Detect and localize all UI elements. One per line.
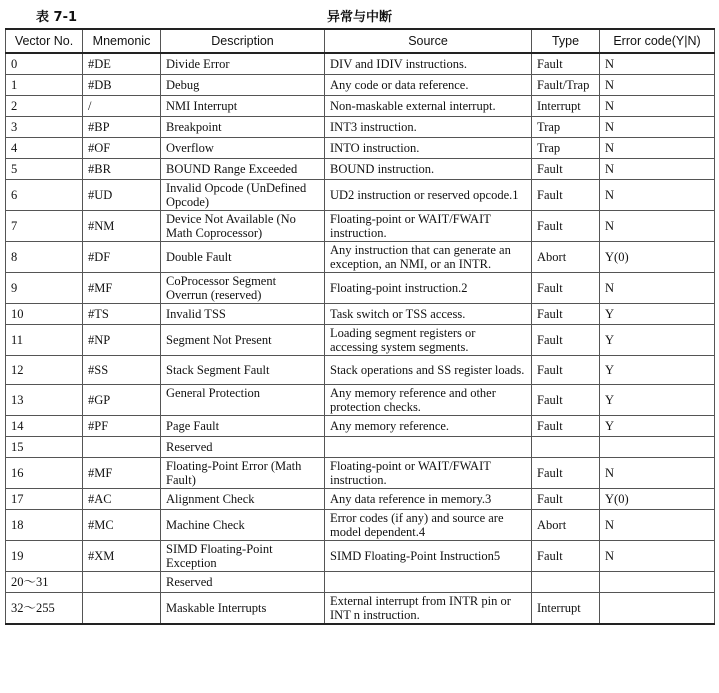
type-cell: Fault xyxy=(532,457,600,488)
mnemonic-cell: #DB xyxy=(83,74,161,95)
mnemonic-cell: #DF xyxy=(83,241,161,272)
col-header-mnemonic: Mnemonic xyxy=(83,29,161,53)
source-cell: BOUND instruction. xyxy=(325,158,532,179)
mnemonic-cell: #NM xyxy=(83,210,161,241)
table-row xyxy=(6,488,715,509)
type-cell: Interrupt xyxy=(532,95,600,116)
source-cell: UD2 instruction or reserved opcode.1 xyxy=(325,179,532,210)
exceptions-table xyxy=(5,28,715,625)
vector-cell: 14 xyxy=(6,415,83,436)
col-header-type: Type xyxy=(532,29,600,53)
error-code-cell xyxy=(600,571,715,592)
table-row xyxy=(6,74,715,95)
mnemonic-cell: #UD xyxy=(83,179,161,210)
type-cell: Fault xyxy=(532,158,600,179)
type-cell: Fault xyxy=(532,540,600,571)
mnemonic-cell: #SS xyxy=(83,355,161,384)
error-code-cell: Y xyxy=(600,355,715,384)
mnemonic-cell: #MF xyxy=(83,457,161,488)
mnemonic-cell: #TS xyxy=(83,303,161,324)
vector-cell: 1 xyxy=(6,74,83,95)
mnemonic-cell: #XM xyxy=(83,540,161,571)
type-cell: Fault xyxy=(532,179,600,210)
type-cell xyxy=(532,436,600,457)
vector-cell: 11 xyxy=(6,324,83,355)
error-code-cell: N xyxy=(600,457,715,488)
type-cell: Fault xyxy=(532,488,600,509)
type-cell: Fault xyxy=(532,272,600,303)
vector-cell: 12 xyxy=(6,355,83,384)
type-cell: Trap xyxy=(532,116,600,137)
description-cell: Reserved xyxy=(161,436,325,457)
vector-cell: 10 xyxy=(6,303,83,324)
type-cell: Fault xyxy=(532,210,600,241)
error-code-cell: N xyxy=(600,210,715,241)
mnemonic-cell: #MC xyxy=(83,509,161,540)
table-row xyxy=(6,592,715,624)
type-cell xyxy=(532,571,600,592)
description-cell: Floating-Point Error (Math Fault) xyxy=(161,457,325,488)
type-cell: Interrupt xyxy=(532,592,600,624)
vector-cell: 13 xyxy=(6,384,83,415)
type-cell: Abort xyxy=(532,241,600,272)
table-row xyxy=(6,210,715,241)
vector-cell: 16 xyxy=(6,457,83,488)
error-code-cell: Y xyxy=(600,324,715,355)
description-cell: Invalid Opcode (UnDefined Opcode) xyxy=(161,179,325,210)
vector-cell: 6 xyxy=(6,179,83,210)
error-code-cell xyxy=(600,592,715,624)
description-cell: NMI Interrupt xyxy=(161,95,325,116)
source-cell: Floating-point or WAIT/FWAIT instruction. xyxy=(325,457,532,488)
header-row xyxy=(6,29,715,53)
description-cell: Double Fault xyxy=(161,241,325,272)
table-row xyxy=(6,241,715,272)
mnemonic-cell: #AC xyxy=(83,488,161,509)
mnemonic-cell: #BP xyxy=(83,116,161,137)
mnemonic-cell: #NP xyxy=(83,324,161,355)
vector-cell: 7 xyxy=(6,210,83,241)
table-row xyxy=(6,415,715,436)
description-cell: Invalid TSS xyxy=(161,303,325,324)
mnemonic-cell: #OF xyxy=(83,137,161,158)
table-row xyxy=(6,137,715,158)
type-cell: Fault xyxy=(532,384,600,415)
mnemonic-cell xyxy=(83,592,161,624)
description-cell: CoProcessor Segment Overrun (reserved) xyxy=(161,272,325,303)
error-code-cell: N xyxy=(600,179,715,210)
source-cell: Stack operations and SS register loads. xyxy=(325,355,532,384)
type-cell: Fault/Trap xyxy=(532,74,600,95)
error-code-cell: N xyxy=(600,540,715,571)
error-code-cell: Y xyxy=(600,415,715,436)
table-row xyxy=(6,457,715,488)
table-row xyxy=(6,272,715,303)
description-cell: Stack Segment Fault xyxy=(161,355,325,384)
description-cell: Device Not Available (No Math Coprocessor) xyxy=(161,210,325,241)
table-row xyxy=(6,158,715,179)
description-cell: Debug xyxy=(161,74,325,95)
vector-cell: 3 xyxy=(6,116,83,137)
description-cell: Machine Check xyxy=(161,509,325,540)
description-cell: SIMD Floating-Point Exception xyxy=(161,540,325,571)
error-code-cell: N xyxy=(600,272,715,303)
vector-cell: 2 xyxy=(6,95,83,116)
vector-cell: 32～255 xyxy=(6,592,83,624)
mnemonic-cell: #PF xyxy=(83,415,161,436)
description-cell: Page Fault xyxy=(161,415,325,436)
source-cell: Any memory reference and other protection checks. xyxy=(325,384,532,415)
vector-cell: 5 xyxy=(6,158,83,179)
table-row xyxy=(6,384,715,415)
source-cell: Any data reference in memory.3 xyxy=(325,488,532,509)
vector-cell: 17 xyxy=(6,488,83,509)
type-cell: Fault xyxy=(532,324,600,355)
error-code-cell: Y xyxy=(600,384,715,415)
source-cell: External interrupt from INTR pin or INT n instruction. xyxy=(325,592,532,624)
mnemonic-cell: #BR xyxy=(83,158,161,179)
error-code-cell: N xyxy=(600,158,715,179)
vector-cell: 15 xyxy=(6,436,83,457)
type-cell: Fault xyxy=(532,53,600,74)
type-cell: Abort xyxy=(532,509,600,540)
source-cell: Floating-point or WAIT/FWAIT instruction. xyxy=(325,210,532,241)
table-row xyxy=(6,324,715,355)
description-cell: Segment Not Present xyxy=(161,324,325,355)
description-cell: Maskable Interrupts xyxy=(161,592,325,624)
table-row xyxy=(6,179,715,210)
source-cell xyxy=(325,571,532,592)
mnemonic-cell xyxy=(83,436,161,457)
mnemonic-cell: / xyxy=(83,95,161,116)
source-cell: Loading segment registers or accessing system segments. xyxy=(325,324,532,355)
vector-cell: 8 xyxy=(6,241,83,272)
error-code-cell: N xyxy=(600,116,715,137)
source-cell: DIV and IDIV instructions. xyxy=(325,53,532,74)
table-row xyxy=(6,571,715,592)
error-code-cell: Y(0) xyxy=(600,241,715,272)
table-row xyxy=(6,509,715,540)
col-header-error-code: Error code(Y|N) xyxy=(600,29,715,53)
description-cell: Alignment Check xyxy=(161,488,325,509)
description-cell: Overflow xyxy=(161,137,325,158)
description-cell: Breakpoint xyxy=(161,116,325,137)
col-header-source: Source xyxy=(325,29,532,53)
mnemonic-cell: #DE xyxy=(83,53,161,74)
col-header-vector: Vector No. xyxy=(6,29,83,53)
table-row xyxy=(6,540,715,571)
vector-cell: 9 xyxy=(6,272,83,303)
mnemonic-cell: #GP xyxy=(83,384,161,415)
vector-cell: 19 xyxy=(6,540,83,571)
source-cell: INTO instruction. xyxy=(325,137,532,158)
error-code-cell: N xyxy=(600,53,715,74)
mnemonic-cell xyxy=(83,571,161,592)
description-cell: Reserved xyxy=(161,571,325,592)
table-number: 表 7-1 xyxy=(36,10,78,25)
error-code-cell: N xyxy=(600,137,715,158)
type-cell: Fault xyxy=(532,355,600,384)
source-cell: Error codes (if any) and source are model dependent.4 xyxy=(325,509,532,540)
source-cell: SIMD Floating-Point Instruction5 xyxy=(325,540,532,571)
type-cell: Trap xyxy=(532,137,600,158)
error-code-cell: Y(0) xyxy=(600,488,715,509)
table-title: 异常与中断 xyxy=(326,10,392,25)
vector-cell: 18 xyxy=(6,509,83,540)
table-row xyxy=(6,355,715,384)
table-row xyxy=(6,303,715,324)
vector-cell: 0 xyxy=(6,53,83,74)
error-code-cell: Y xyxy=(600,303,715,324)
type-cell: Fault xyxy=(532,415,600,436)
source-cell: Non-maskable external interrupt. xyxy=(325,95,532,116)
source-cell: Any memory reference. xyxy=(325,415,532,436)
error-code-cell xyxy=(600,436,715,457)
source-cell: Floating-point instruction.2 xyxy=(325,272,532,303)
table-row xyxy=(6,95,715,116)
description-cell: General Protection xyxy=(161,384,325,415)
table-caption xyxy=(0,2,719,24)
table-row xyxy=(6,116,715,137)
source-cell xyxy=(325,436,532,457)
col-header-description: Description xyxy=(161,29,325,53)
source-cell: Any instruction that can generate an exception, an NMI, or an INTR. xyxy=(325,241,532,272)
mnemonic-cell: #MF xyxy=(83,272,161,303)
error-code-cell: N xyxy=(600,95,715,116)
source-cell: INT3 instruction. xyxy=(325,116,532,137)
type-cell: Fault xyxy=(532,303,600,324)
description-cell: BOUND Range Exceeded xyxy=(161,158,325,179)
error-code-cell: N xyxy=(600,509,715,540)
table-row xyxy=(6,53,715,74)
source-cell: Any code or data reference. xyxy=(325,74,532,95)
source-cell: Task switch or TSS access. xyxy=(325,303,532,324)
vector-cell: 4 xyxy=(6,137,83,158)
table-row xyxy=(6,436,715,457)
description-cell: Divide Error xyxy=(161,53,325,74)
error-code-cell: N xyxy=(600,74,715,95)
vector-cell: 20～31 xyxy=(6,571,83,592)
